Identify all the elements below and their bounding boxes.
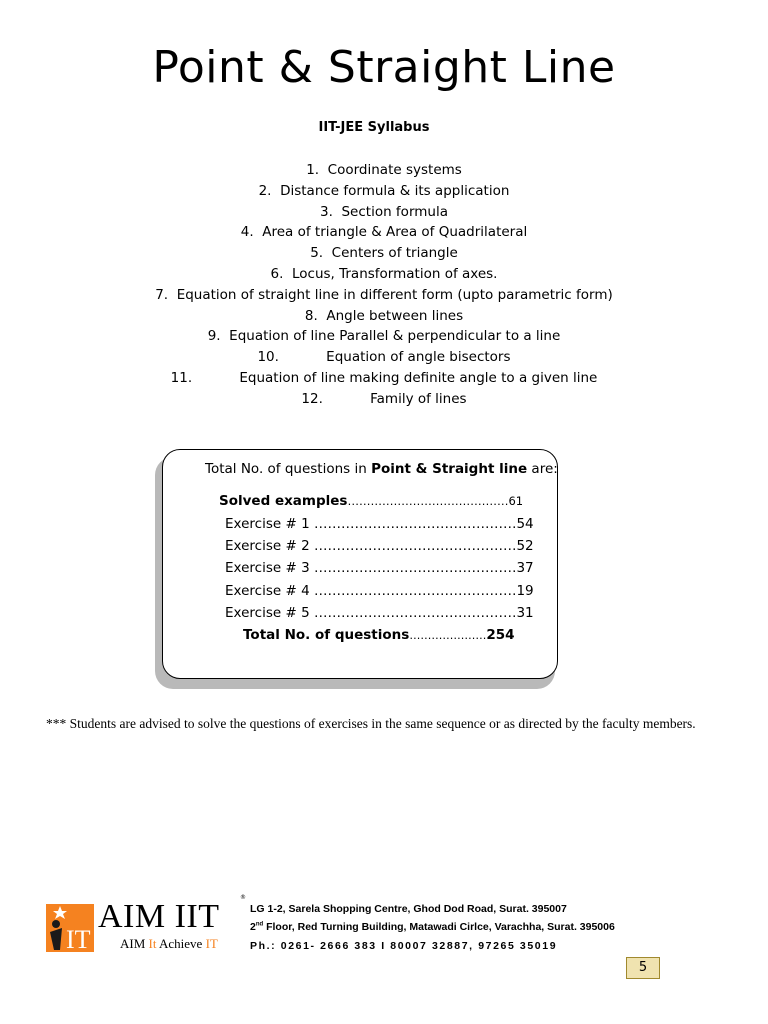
address-floor-number: 2	[250, 921, 256, 933]
registered-mark: ®	[240, 894, 246, 901]
syllabus-item-number: 6.	[270, 265, 284, 282]
syllabus-item	[0, 368, 768, 389]
syllabus-item-text: Section formula	[341, 203, 448, 220]
syllabus-item	[0, 264, 768, 285]
address-floor-suffix: nd	[255, 921, 264, 928]
syllabus-item	[0, 202, 768, 223]
syllabus-item-separator	[283, 266, 292, 282]
summary-intro-topic: Point & Straight line	[371, 461, 528, 477]
syllabus-item	[0, 222, 768, 243]
tagline-text: Achieve	[156, 936, 206, 951]
syllabus-item-text: Equation of angle bisectors	[326, 349, 511, 366]
syllabus-item-separator	[221, 328, 230, 344]
solved-examples-count: 61	[508, 494, 524, 508]
syllabus-item-separator	[254, 224, 263, 240]
total-questions-label: Total No. of questions	[243, 627, 410, 643]
syllabus-item-text: Distance formula & its application	[280, 182, 510, 199]
advisory-note: *** Students are advised to solve the questions of exercises in the same sequence or as directed by the faculty members.	[46, 716, 696, 731]
syllabus-item-separator	[279, 349, 326, 365]
exercise-row-1	[225, 516, 534, 532]
syllabus-item-text: Area of triangle & Area of Quadrilateral	[262, 224, 528, 241]
exercise-count: 37	[516, 560, 534, 576]
exercise-row-5	[225, 605, 534, 621]
syllabus-item-number: 4.	[240, 224, 254, 241]
syllabus-item-text: Coordinate systems	[327, 162, 462, 178]
leader-dots: ………………………………………	[313, 538, 517, 554]
syllabus-item-text: Locus, Transformation of axes.	[291, 265, 498, 282]
exercise-count: 31	[516, 605, 534, 621]
exercise-count: 54	[516, 516, 534, 532]
syllabus-item-number: 9.	[207, 328, 221, 345]
syllabus-item-separator	[192, 370, 239, 386]
syllabus-list	[0, 160, 768, 410]
solved-examples-label: Solved examples	[219, 493, 348, 509]
syllabus-item	[0, 160, 768, 181]
tagline-text: AIM	[120, 936, 149, 951]
leader-dots: ……………………………………	[347, 494, 509, 508]
syllabus-item-number: 3.	[320, 203, 333, 220]
syllabus-item-number: 8.	[304, 307, 318, 324]
address-line-2-text: Floor, Red Turning Building, Matawadi Cirlce, Varachha, Surat. 395006	[263, 921, 615, 933]
address-line-2	[250, 921, 615, 933]
syllabus-item-number: 1.	[306, 162, 320, 178]
syllabus-item	[0, 306, 768, 327]
syllabus-item-number: 10.	[257, 349, 279, 366]
syllabus-item-number: 2.	[258, 182, 272, 199]
leader-dots: ………………………………………	[313, 516, 517, 532]
syllabus-item-number: 5.	[310, 245, 324, 262]
syllabus-item-separator	[323, 391, 370, 407]
syllabus-item-text: Family of lines	[370, 390, 467, 407]
syllabus-item-number: 11.	[170, 369, 193, 386]
tagline-highlight: IT	[205, 936, 218, 951]
syllabus-item-text: Centers of triangle	[331, 245, 458, 262]
page-number: 5	[626, 957, 660, 979]
exercise-label: Exercise # 3	[225, 560, 314, 576]
syllabus-item	[0, 389, 768, 410]
syllabus-item-text: Equation of line making definite angle to a given line	[239, 369, 598, 386]
syllabus-item-number: 7.	[155, 286, 169, 303]
leader-dots: ………………………………………	[313, 583, 517, 599]
logo-tagline	[120, 936, 218, 952]
phone-line: Ph.: 0261- 2666 383 I 80007 32887, 97265 35019	[250, 940, 558, 952]
syllabus-item-text: Equation of straight line in different form (upto parametric form)	[176, 286, 613, 303]
summary-intro	[205, 461, 558, 477]
exercise-row-2	[225, 538, 534, 554]
leader-dots: ………………………………………	[313, 605, 517, 621]
summary-intro-suffix: are:	[527, 461, 558, 477]
aim-iit-logo	[46, 896, 242, 952]
syllabus-item-separator	[271, 183, 280, 199]
leader-dots: …………………	[409, 629, 487, 642]
syllabus-item-separator	[323, 245, 332, 261]
tagline-highlight: It	[148, 936, 157, 951]
exercise-count: 52	[516, 538, 534, 554]
exercise-count: 19	[516, 583, 534, 599]
summary-intro-text: Total No. of questions in	[205, 461, 372, 477]
syllabus-item	[0, 181, 768, 202]
total-questions-row	[243, 627, 515, 643]
total-questions-count: 254	[486, 627, 515, 643]
exercise-label: Exercise # 5	[225, 605, 314, 621]
question-summary-box	[162, 449, 558, 679]
address-line-1: LG 1-2, Sarela Shopping Centre, Ghod Dod Road, Surat. 395007	[250, 903, 567, 915]
exercise-label: Exercise # 4	[225, 583, 314, 599]
syllabus-item-separator	[168, 287, 177, 303]
syllabus-item	[0, 285, 768, 306]
syllabus-item	[0, 347, 768, 368]
syllabus-item-separator	[319, 162, 328, 178]
logo-mark-text: IT	[66, 925, 91, 952]
page-title: Point & Straight Line	[152, 42, 616, 93]
syllabus-item-text: Equation of line Parallel & perpendicular to a line	[229, 328, 561, 345]
syllabus-item-number: 12.	[301, 390, 323, 407]
syllabus-item	[0, 243, 768, 264]
exercise-row-3	[225, 560, 534, 576]
syllabus-item-text: Angle between lines	[326, 307, 464, 324]
syllabus-heading: IIT-JEE Syllabus	[318, 120, 430, 135]
exercise-label: Exercise # 2	[225, 538, 314, 554]
logo-mark-icon	[46, 904, 94, 952]
solved-examples-row	[219, 493, 523, 509]
leader-dots: ………………………………………	[313, 560, 517, 576]
syllabus-item	[0, 326, 768, 347]
exercise-row-4	[225, 583, 534, 599]
logo-wordmark: AIM IIT	[98, 898, 220, 935]
exercise-label: Exercise # 1	[225, 516, 314, 532]
